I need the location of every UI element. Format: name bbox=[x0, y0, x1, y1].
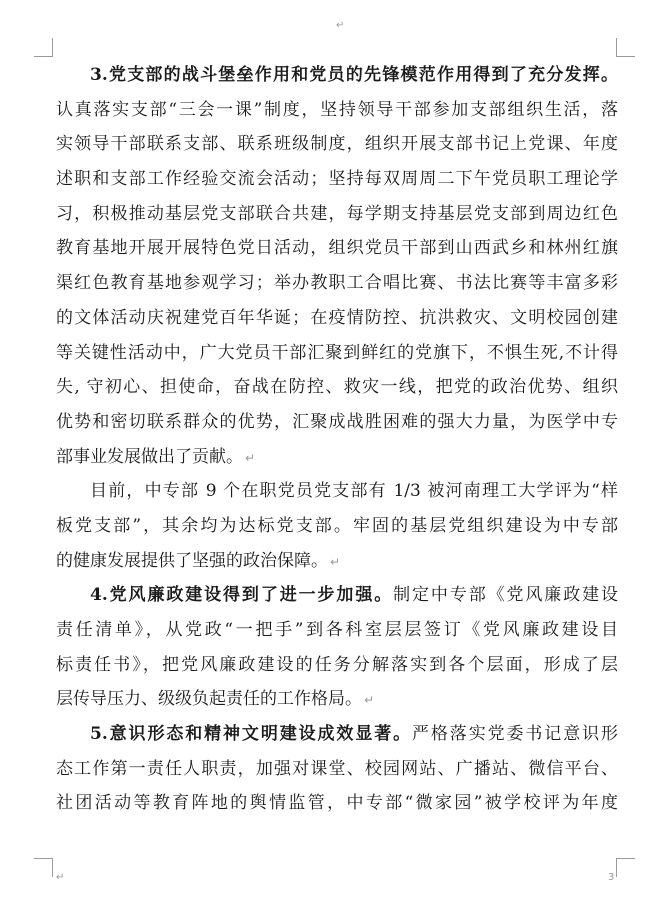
margin-mark-bottom-left bbox=[34, 858, 53, 877]
header-paragraph-mark: ↵ bbox=[336, 20, 345, 31]
text-line: 目前，中专部 9 个在职党员党支部有 1/3 被河南理工大学评为“样 bbox=[90, 481, 618, 502]
text-line: 述职和支部工作经验交流会活动；坚持每双周周二下午党员职工理论学 bbox=[56, 169, 618, 190]
text-line: 教育基地开展开展特色党日活动，组织党员干部到山西武乡和林州红旗 bbox=[56, 238, 618, 259]
page-number: 3 bbox=[608, 872, 615, 883]
text-line-last bbox=[56, 544, 618, 579]
text-line: 认真落实支部“三会一课”制度，坚持领导干部参加支部组织生活，落 bbox=[56, 99, 618, 120]
text-line: 态工作第一责任人职责，加强对课堂、校园网站、广播站、微信平台、 bbox=[56, 758, 618, 779]
text-line: 社团活动等教育阵地的舆情监管，中专部“微家园”被学校评为年度 bbox=[56, 793, 618, 814]
text-line: 实领导干部联系支部、联系班级制度，组织开展支部书记上党课、年度 bbox=[56, 134, 618, 155]
text-line: 责任清单》，从党政“一把手”到各科室层层签订《党风廉政建设目 bbox=[56, 620, 618, 640]
text-line-content: 层传导压力、级级负起责任的工作格局。 bbox=[56, 689, 362, 710]
margin-mark-bottom-right bbox=[616, 858, 635, 877]
text-line-content: 的健康发展提供了坚强的政治保障。 bbox=[56, 550, 328, 571]
section-heading-3: 3.党支部的战斗堡垒作用和党员的先锋模范作用得到了充分发挥。 bbox=[90, 65, 618, 85]
section-heading-4: 4.党风廉政建设得到了进一步加强。 bbox=[90, 585, 394, 606]
margin-mark-top-right bbox=[616, 38, 635, 57]
paragraph-mark: ↵ bbox=[245, 450, 256, 465]
document-body[interactable] bbox=[56, 58, 618, 821]
section-heading-5: 5.意识形态和精神文明建设成效显著。 bbox=[90, 724, 413, 745]
text-line-content: 部事业发展做出了贡献。 bbox=[56, 446, 243, 467]
text-line-last bbox=[56, 440, 618, 475]
text-line-content: 严格落实党委书记意识形 bbox=[412, 724, 618, 745]
text-line: 板党支部”，其余均为达标党支部。牢固的基层党组织建设为中专部 bbox=[56, 515, 618, 536]
text-line: 等关键性活动中，广大党员干部汇聚到鲜红的党旗下，不惧生死,不计得 bbox=[56, 342, 618, 363]
text-line: 优势和密切联系群众的优势，汇聚成战胜困难的强大力量，为医学中专 bbox=[56, 411, 618, 432]
text-line: 渠红色教育基地参观学习；举办教职工合唱比赛、书法比赛等丰富多彩 bbox=[56, 273, 618, 294]
paragraph-mark: ↵ bbox=[330, 554, 341, 569]
text-line: 失, 守初心、担使命，奋战在防控、救灾一线，把党的政治优势、组织 bbox=[56, 377, 618, 398]
text-line: 习，积极推动基层党支部联合共建，每学期支持基层党支部到周边红色 bbox=[56, 203, 618, 224]
text-line-content: 制定中专部《党风廉政建设 bbox=[393, 585, 618, 606]
margin-mark-top-left bbox=[34, 38, 53, 57]
text-line-last bbox=[56, 682, 618, 717]
section-line-5 bbox=[56, 717, 618, 752]
text-line: 的文体活动庆祝建党百年华诞；在疫情防控、抗洪救灾、文明校园创建 bbox=[56, 307, 618, 328]
section-line-4 bbox=[56, 578, 618, 613]
footer-paragraph-mark: ↵ bbox=[56, 872, 65, 883]
text-line: 标责任书》，把党风廉政建设的任务分解落实到各个层面，形成了层 bbox=[56, 654, 618, 675]
paragraph-mark: ↵ bbox=[364, 693, 375, 708]
